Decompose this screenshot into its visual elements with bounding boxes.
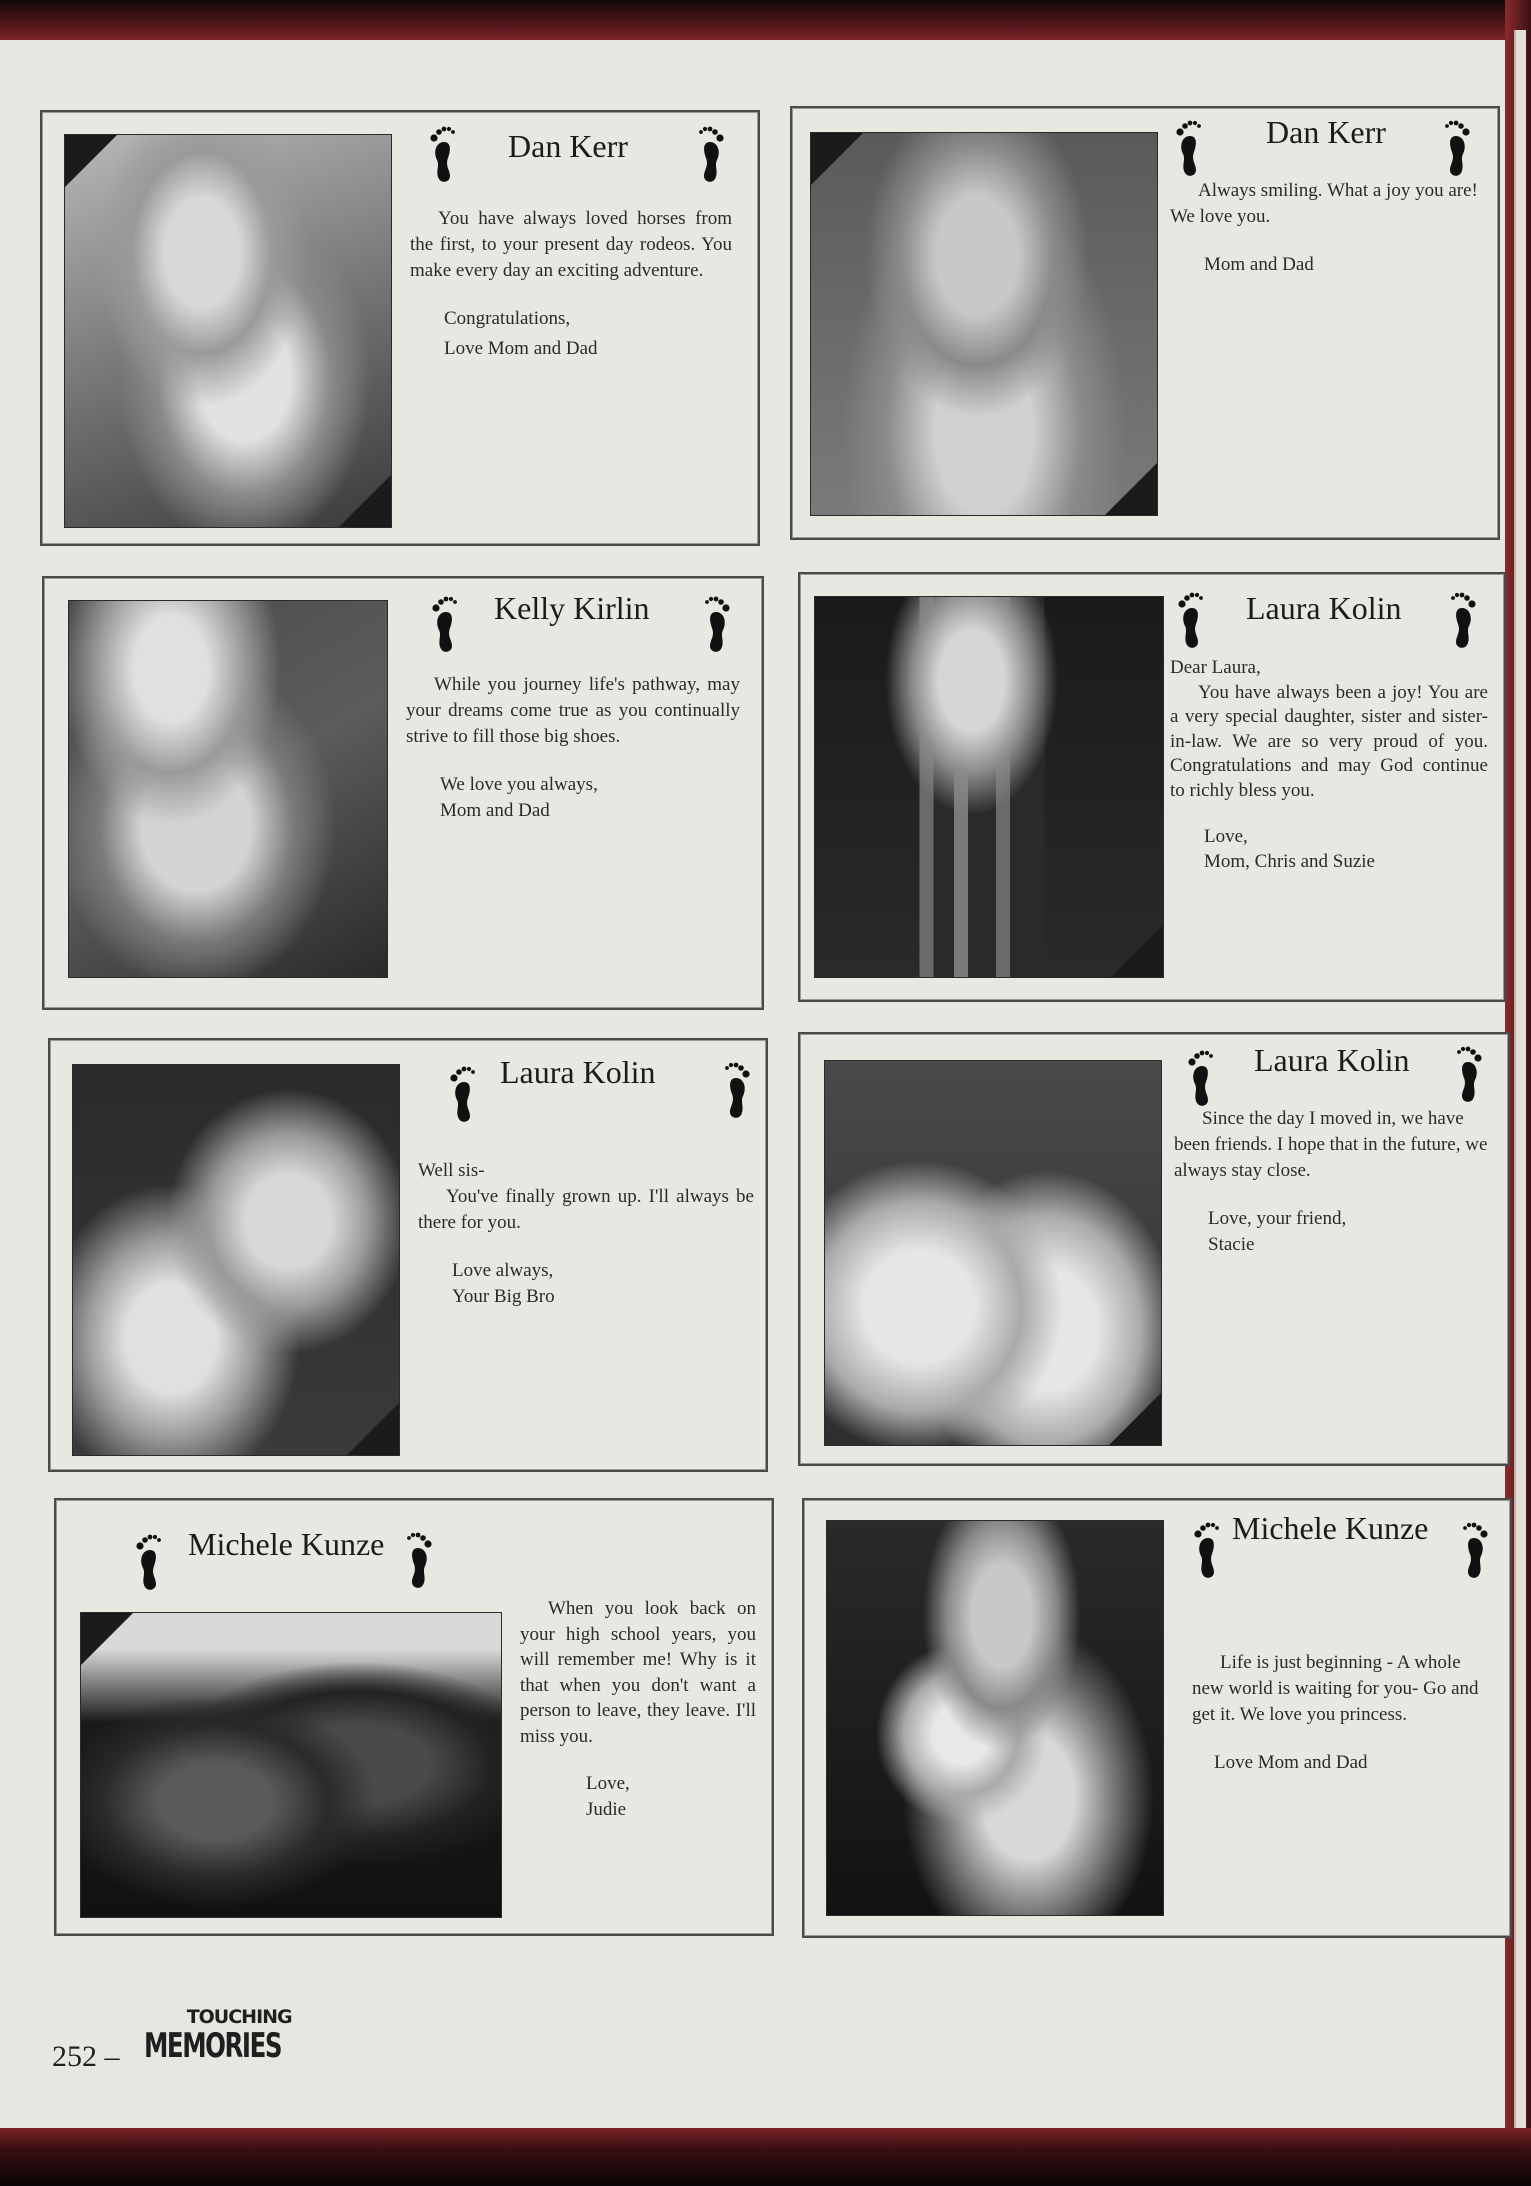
right-footprint-icon <box>404 1530 432 1590</box>
tribute-card <box>54 1498 774 1936</box>
student-name: Dan Kerr <box>1266 114 1386 150</box>
signoff-line: Congratulations, <box>444 308 571 329</box>
tribute-message <box>520 1596 756 1822</box>
right-footprint-icon <box>1448 590 1476 650</box>
logo-top-text: TOUCHING <box>186 2006 292 2028</box>
baby-photo <box>72 1064 400 1456</box>
message-text: Since the day I moved in, we have been friends. I hope that in the future, we always stay close. <box>1174 1108 1488 1181</box>
signoff-line: Love always, <box>452 1260 554 1281</box>
signoff-line: Mom, Chris and Suzie <box>1204 850 1375 872</box>
photo-corner-icon <box>1111 925 1163 977</box>
baby-photo <box>64 134 392 528</box>
left-footprint-icon <box>1178 590 1206 650</box>
signoff-line: Love Mom and Dad <box>444 338 598 359</box>
baby-photo <box>826 1520 1164 1916</box>
student-name: Michele Kunze <box>188 1526 385 1562</box>
signoff-line: Love, <box>1204 826 1248 847</box>
tribute-card <box>798 1032 1510 1466</box>
signoff-line: We love you always, <box>440 774 598 795</box>
binding-bottom <box>0 2128 1531 2186</box>
tribute-message <box>418 1158 754 1310</box>
right-footprint-icon <box>1442 118 1470 178</box>
student-name: Laura Kolin <box>500 1054 656 1090</box>
binding-top <box>0 0 1531 40</box>
student-name: Michele Kunze <box>1232 1510 1429 1546</box>
message-text: You've finally grown up. I'll always be there for you. <box>418 1186 754 1233</box>
tribute-message <box>1192 1650 1494 1776</box>
signoff-line: Mom and Dad <box>1204 254 1314 275</box>
message-text: While you journey life's pathway, may your dreams come true as you continually strive to fill those big shoes. <box>406 674 740 747</box>
tribute-message <box>406 672 740 824</box>
right-footprint-icon <box>696 124 724 184</box>
right-footprint-icon <box>722 1060 750 1120</box>
baby-photo <box>824 1060 1162 1446</box>
left-footprint-icon <box>450 1064 478 1124</box>
message-text: Always smiling. What a joy you are! We love you. <box>1170 180 1478 227</box>
photo-corner-icon <box>65 135 117 187</box>
tribute-card <box>40 110 760 546</box>
salutation: Well sis- <box>418 1160 485 1181</box>
signoff-line: Stacie <box>1208 1234 1255 1255</box>
student-name: Laura Kolin <box>1246 590 1402 626</box>
tribute-message <box>410 206 732 362</box>
tribute-card <box>802 1498 1512 1938</box>
photo-corner-icon <box>1105 463 1157 515</box>
tribute-card <box>48 1038 768 1472</box>
baby-photo <box>80 1612 502 1918</box>
left-footprint-icon <box>1176 118 1204 178</box>
left-footprint-icon <box>430 124 458 184</box>
signoff-line: Love Mom and Dad <box>1214 1752 1368 1773</box>
left-footprint-icon <box>432 594 460 654</box>
page-number: 252 – <box>52 2040 120 2073</box>
photo-corner-icon <box>81 1613 133 1665</box>
baby-photo <box>810 132 1158 516</box>
message-text: You have always loved horses from the first, to your present day rodeos. You make every day an exciting adventure. <box>410 208 732 281</box>
logo-bottom-text: MEMORIES <box>144 2026 282 2066</box>
tribute-card <box>42 576 764 1010</box>
signoff-line: Love, your friend, <box>1208 1208 1347 1229</box>
tribute-message <box>1174 1106 1496 1258</box>
baby-photo <box>68 600 388 978</box>
signoff-line: Love, <box>586 1773 630 1794</box>
tribute-card <box>790 106 1500 540</box>
student-name: Laura Kolin <box>1254 1042 1410 1078</box>
left-footprint-icon <box>1188 1048 1216 1108</box>
right-footprint-icon <box>702 594 730 654</box>
signoff-line: Your Big Bro <box>452 1286 555 1307</box>
left-footprint-icon <box>1194 1520 1222 1580</box>
page-edge <box>1514 30 1526 2130</box>
signoff-line: Judie <box>586 1798 627 1820</box>
student-name: Kelly Kirlin <box>494 590 650 626</box>
message-text: You have always been a joy! You are a very special daughter, sister and sister-in-law. We are so very proud of you. Congratulations and may God continue to richly bless you. <box>1170 681 1488 801</box>
touching-memories-logo <box>144 2006 334 2066</box>
baby-photo <box>814 596 1164 978</box>
left-footprint-icon <box>136 1532 164 1592</box>
photo-corner-icon <box>339 475 391 527</box>
right-footprint-icon <box>1454 1044 1482 1104</box>
student-name: Dan Kerr <box>508 128 628 164</box>
salutation: Dear Laura, <box>1170 657 1261 678</box>
message-text: Life is just beginning - A whole new world is waiting for you- Go and get it. We love you princess. <box>1192 1652 1479 1725</box>
message-text: When you look back on your high school years, you will remember me! Why is it that when you don't want a person to leave, they leave. I'll miss you. <box>520 1598 756 1747</box>
tribute-message <box>1170 656 1488 874</box>
photo-corner-icon <box>811 133 863 185</box>
tribute-card <box>798 572 1506 1002</box>
signoff-line: Mom and Dad <box>440 800 550 821</box>
tribute-message <box>1170 178 1492 278</box>
right-footprint-icon <box>1460 1520 1488 1580</box>
photo-corner-icon <box>1109 1393 1161 1445</box>
photo-corner-icon <box>347 1403 399 1455</box>
